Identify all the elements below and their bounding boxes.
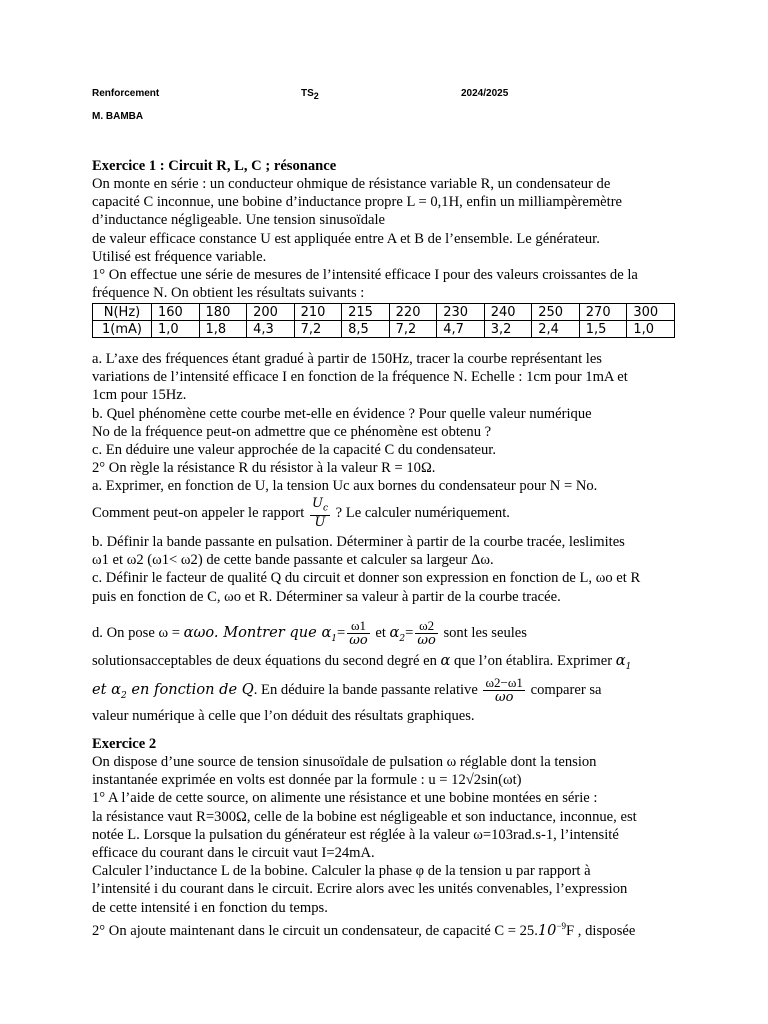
intro-line: On monte en série : un conducteur ohmique de résistance variable R, un condensateur de [92, 176, 611, 192]
d-text-end: sont les seules [439, 625, 527, 641]
course-label: Renforcement [92, 88, 160, 99]
frac1-den: ωo [349, 633, 368, 649]
class-text: TS [301, 88, 314, 99]
ratio-denominator: U [314, 515, 326, 531]
question-line: No de la fréquence peut-on admettre que ce phénomène est obtenu ? [92, 423, 492, 440]
f-math-function: en fonction de Q [126, 681, 254, 698]
table-cell: 210 [294, 304, 342, 321]
exercise2-title: Exercice 2 [92, 736, 157, 752]
class-subscript: 2 [313, 91, 319, 101]
ratio-num-text: U [312, 495, 323, 511]
ex2-power-exponent: −9 [556, 920, 567, 931]
exercise2-body [92, 753, 682, 940]
school-year: 2024/2025 [461, 88, 509, 99]
table-cell: 250 [532, 304, 580, 321]
question-d-line4: valeur numérique à celle que l’on déduit des résultats graphiques. [92, 708, 475, 724]
table-cell: 180 [199, 304, 247, 321]
table-cell: 8,5 [342, 321, 390, 338]
table-cell: 160 [152, 304, 200, 321]
measurement-table [92, 303, 675, 338]
table-cell: 270 [579, 304, 627, 321]
exercise1-title: Exercice 1 : Circuit R, L, C ; résonance [92, 158, 337, 174]
ex2-power-base: 10 [537, 921, 557, 939]
d-text: d. On pose ω = [92, 625, 184, 641]
alpha-symbol: α [615, 652, 626, 669]
ex2-line: On dispose d’une source de tension sinusoïdale de pulsation ω réglable dont la tension [92, 754, 597, 770]
table-row-current [93, 321, 675, 338]
ex2-last-text: 2° On ajoute maintenant dans le circuit un condensateur, de capacité C = 25. [92, 922, 538, 939]
table-cell: 1,5 [579, 321, 627, 338]
question-line: a. L’axe des fréquences étant gradué à partir de 150Hz, tracer la courbe représentant les [92, 351, 602, 367]
table-cell: 7,2 [389, 321, 437, 338]
table-cell: 2,4 [532, 321, 580, 338]
ratio-question [92, 496, 682, 530]
exercise1-questions [92, 350, 682, 496]
table-cell: 7,2 [294, 321, 342, 338]
intro-line: fréquence N. On obtient les résultats suivants : [92, 285, 365, 302]
intro-line: d’inductance négligeable. Une tension sinusoïdale [92, 212, 386, 229]
table-cell: 1,0 [627, 321, 675, 338]
table-cell: 215 [342, 304, 390, 321]
table-cell: 4,7 [437, 321, 485, 338]
question-line: ω1 et ω2 (ω1< ω2) de cette bande passante et calculer sa largeur Δω. [92, 552, 494, 569]
f-math-et: et [92, 681, 112, 698]
table-cell: 230 [437, 304, 485, 321]
question-line: variations de l’intensité efficace I en fonction de la fréquence N. Echelle : 1cm pour 1mA et [92, 369, 628, 386]
question-line: puis en fonction de C, ωo et R. Déterminer sa valeur à partir de la courbe tracée. [92, 588, 561, 605]
fraction-omega2 [415, 619, 437, 648]
intro-line: capacité C inconnue, une bobine d’inductance propre L = 0,1H, enfin un milliampèremètre [92, 194, 623, 211]
f-text-end: comparer sa [526, 682, 602, 698]
question-line: 2° On règle la résistance R du résistor à la valeur R = 10Ω. [92, 460, 436, 477]
table-cell: 4,3 [247, 321, 295, 338]
table-cell: 300 [627, 304, 675, 321]
table-header-cell: N(Hz) [93, 304, 152, 321]
ex2-line: la résistance vaut R=300Ω, celle de la bobine est négligeable et son inductance, inconnue, est [92, 808, 637, 825]
ex2-line: de cette intensité i en fonction du temps. [92, 899, 328, 916]
alpha1-inline: $\alpha_1$ [615, 652, 632, 672]
table-cell: 1,8 [199, 321, 247, 338]
alpha-symbol: α [389, 624, 400, 641]
fraction-relative-band [483, 676, 524, 705]
table-row-frequency [93, 304, 675, 321]
ex2-line: instantanée exprimée en volts est donnée par la formule : u = 12√2sin(ωt) [92, 772, 522, 789]
e-alpha: α [440, 652, 451, 669]
intro-line: 1° On effectue une série de mesures de l’intensité efficace I pour des valeurs croissantes de la [92, 267, 638, 284]
table-cell: 240 [484, 304, 532, 321]
alpha-symbol: α [321, 624, 332, 641]
fraction-omega1 [347, 619, 369, 648]
d-and: et [371, 625, 390, 641]
table-header-cell: 1(mA) [93, 321, 152, 338]
e-text: solutionsacceptables de deux équations du second degré en [92, 653, 441, 669]
exercise1-intro [92, 175, 682, 302]
ex2-last-line [92, 917, 682, 940]
intro-line: Utilisé est fréquence variable. [92, 248, 267, 265]
ex2-line: l’intensité i du courant dans le circuit. Ecrire alors avec les unités convenables, l’expression [92, 881, 628, 898]
ex2-line: Calculer l’inductance L de la bobine. Calculer la phase φ de la tension u par rapport à [92, 863, 591, 880]
e-text-end: que l’on établira. Exprimer [450, 653, 616, 669]
alpha1: $\alpha_1$ [321, 624, 338, 644]
frac2-num: ω2 [415, 619, 437, 634]
table-cell: 1,0 [152, 321, 200, 338]
question-line: a. Exprimer, en fonction de U, la tension Uc aux bornes du condensateur pour N = No. [92, 478, 598, 495]
frac2-den: ωo [417, 633, 436, 649]
question-line: c. En déduire une valeur approchée de la capacité C du condensateur. [92, 442, 496, 459]
question-d-line1: d. On pose ω = αωo. Montrer que $\alpha_1=$ $\frac{\omega 1}{\omega o}$ et $\alpha_2=$ $\frac{\omega 2}{\omega o}$ sont les seules [92, 618, 527, 649]
d-math: αωo. Montrer que [183, 624, 322, 641]
table-cell: 200 [247, 304, 295, 321]
class-label [301, 88, 319, 101]
ratio-num-sub: c [322, 503, 329, 514]
question-line: 1cm pour 15Hz. [92, 387, 187, 404]
frac3-den: ωo [494, 690, 514, 706]
intro-line: de valeur efficace constance U est appliquée entre A et B de l’ensemble. Le générateur. [92, 230, 600, 247]
teacher-name: M. BAMBA [92, 111, 144, 122]
frac1-num: ω1 [347, 619, 369, 634]
question-line: c. Définir le facteur de qualité Q du circuit et donner son expression en fonction de L, ωo et R [92, 570, 641, 587]
question-line: b. Définir la bande passante en pulsation. Déterminer à partir de la courbe tracée, leslimites [92, 534, 625, 550]
ex2-line: notée L. Lorsque la pulsation du générateur est réglée à la valeur ω=103rad.s-1, l’intensité [92, 826, 619, 843]
ratio-text-end: ? Le calculer numériquement. [332, 505, 510, 521]
question-line: b. Quel phénomène cette courbe met-elle en évidence ? Pour quelle valeur numérique [92, 405, 592, 422]
ex2-last-text-end: F , disposée [566, 922, 636, 939]
ratio-numerator [310, 497, 330, 517]
alpha2-inline: $\alpha_2$ [111, 681, 127, 701]
table-cell: 3,2 [484, 321, 532, 338]
ratio-text: Comment peut-on appeler le rapport [92, 505, 308, 521]
table-cell: 220 [389, 304, 437, 321]
alpha2: $\alpha_2$ [389, 624, 406, 644]
alpha-symbol: α [111, 681, 121, 698]
ex2-line: 1° A l’aide de cette source, on alimente une résistance et une bobine montées en série : [92, 790, 598, 807]
frac3-num: ω2−ω1 [485, 675, 523, 691]
f-text: . En déduire la bande passante relative [253, 682, 482, 698]
ex2-line: efficace du courant dans le circuit vaut I=24mA. [92, 845, 375, 862]
exercise1-part2 [92, 533, 682, 606]
ratio-fraction [310, 497, 330, 531]
